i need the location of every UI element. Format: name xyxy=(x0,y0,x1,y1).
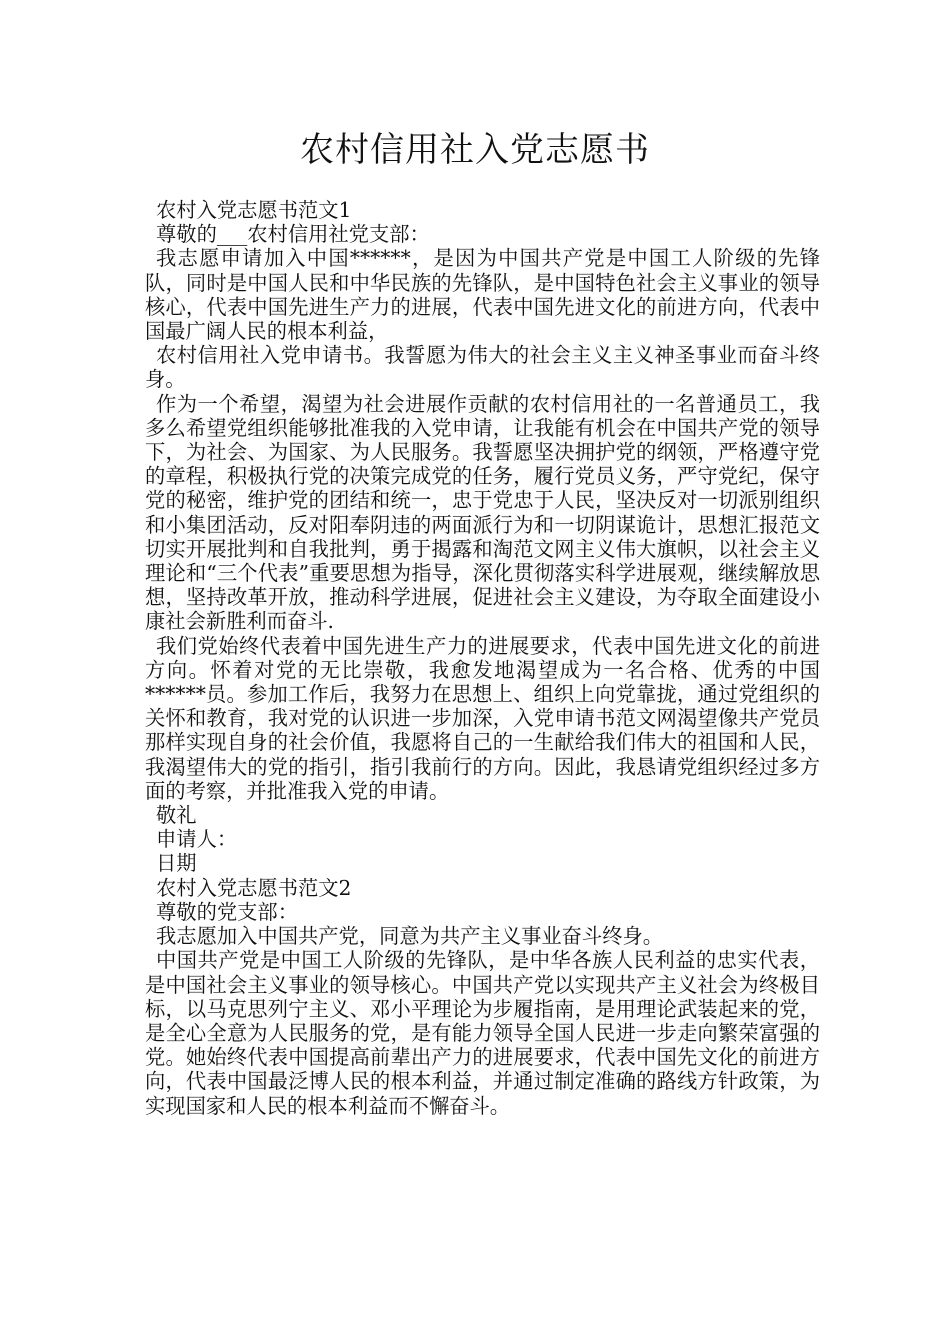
section-heading-1: 农村入党志愿书范文1 xyxy=(156,198,352,222)
section-heading-2: 农村入党志愿书范文2 xyxy=(156,875,352,900)
body-paragraph: 作为一个希望，渴望为社会进展作贡献的农村信用社的一名普通员工，我多么希望党组织能够批准我的入党申请，让我能有机会在中国共产党的领导下，为社会、为国家、为人民服务。我誓愿坚决拥护党的纲领，严格遵守党的章程，积极执行党的决策完成党的任务，履行党员义务，严守党纪，保守党的秘密，维护党的团结和统一，忠于党忠于人民，坚决反对一切派别组织和小集团活动，反对阳奉阴违的两面派行为和一切阴谋诡计，思想汇报范文切实开展批判和自我批判，勇于揭露和淘范文网主义伟大旗帜，以社会主义理论和“三个代表”重要思想为指导，深化贯彻落实科学进展观，继续解放思想，坚持改革开放，推动科学进展，促进社会主义建设，为夺取全面建设小康社会新胜利而奋斗. xyxy=(145,391,820,634)
document-body xyxy=(145,198,820,1118)
date-label: 日期 xyxy=(156,851,197,876)
body-paragraph: 我们党始终代表着中国先进生产力的进展要求，代表中国先进文化的前进方向。怀着对党的无比崇敬，我愈发地渴望成为一名合格、优秀的中国******员。参加工作后，我努力在思想上、组织上向党靠拢，通过党组织的关怀和教育，我对党的认识进一步加深，入党申请书范文网渴望像共产党员那样实现自身的社会价值，我愿将自己的一生献给我们伟大的祖国和人民，我渴望伟大的党的指引，指引我前行的方向。因此，我恳请党组织经过多方面的考察，并批准我入党的申请。 xyxy=(145,633,820,803)
salutation-1: 尊敬的___农村信用社党支部： xyxy=(156,222,430,247)
document-title: 农村信用社入党志愿书 xyxy=(300,130,650,170)
closing-salute: 敬礼 xyxy=(156,803,197,828)
body-paragraph: 我志愿申请加入中国******，是因为中国共产党是中国工人阶级的先锋队，同时是中国人民和中华民族的先锋队，是中国特色社会主义事业的领导核心，代表中国先进生产力的进展，代表中国先进文化的前进方向，代表中国最广阔人民的根本利益， xyxy=(145,246,820,344)
body-paragraph: 农村信用社入党申请书。我誓愿为伟大的社会主义主义神圣事业而奋斗终身。 xyxy=(145,343,820,392)
salutation-2: 尊敬的党支部： xyxy=(156,899,298,924)
body-paragraph: 我志愿加入中国共产党，同意为共产主义事业奋斗终身。 xyxy=(156,924,664,949)
body-paragraph: 中国共产党是中国工人阶级的先锋队，是中华各族人民利益的忠实代表，是中国社会主义事业的领导核心。中国共产党以实现共产主义社会为终极目标，以马克思列宁主义、邓小平理论为步履指南，是用理论武装起来的党，是全心全意为人民服务的党，是有能力领导全国人民进一步走向繁荣富强的党。她始终代表中国提高前辈出产力的进展要求，代表中国先文化的前进方向，代表中国最泛博人民的根本利益，并通过制定准确的路线方针政策，为实现国家和人民的根本利益而不懈奋斗。 xyxy=(145,948,820,1118)
applicant-label: 申请人： xyxy=(156,827,238,852)
